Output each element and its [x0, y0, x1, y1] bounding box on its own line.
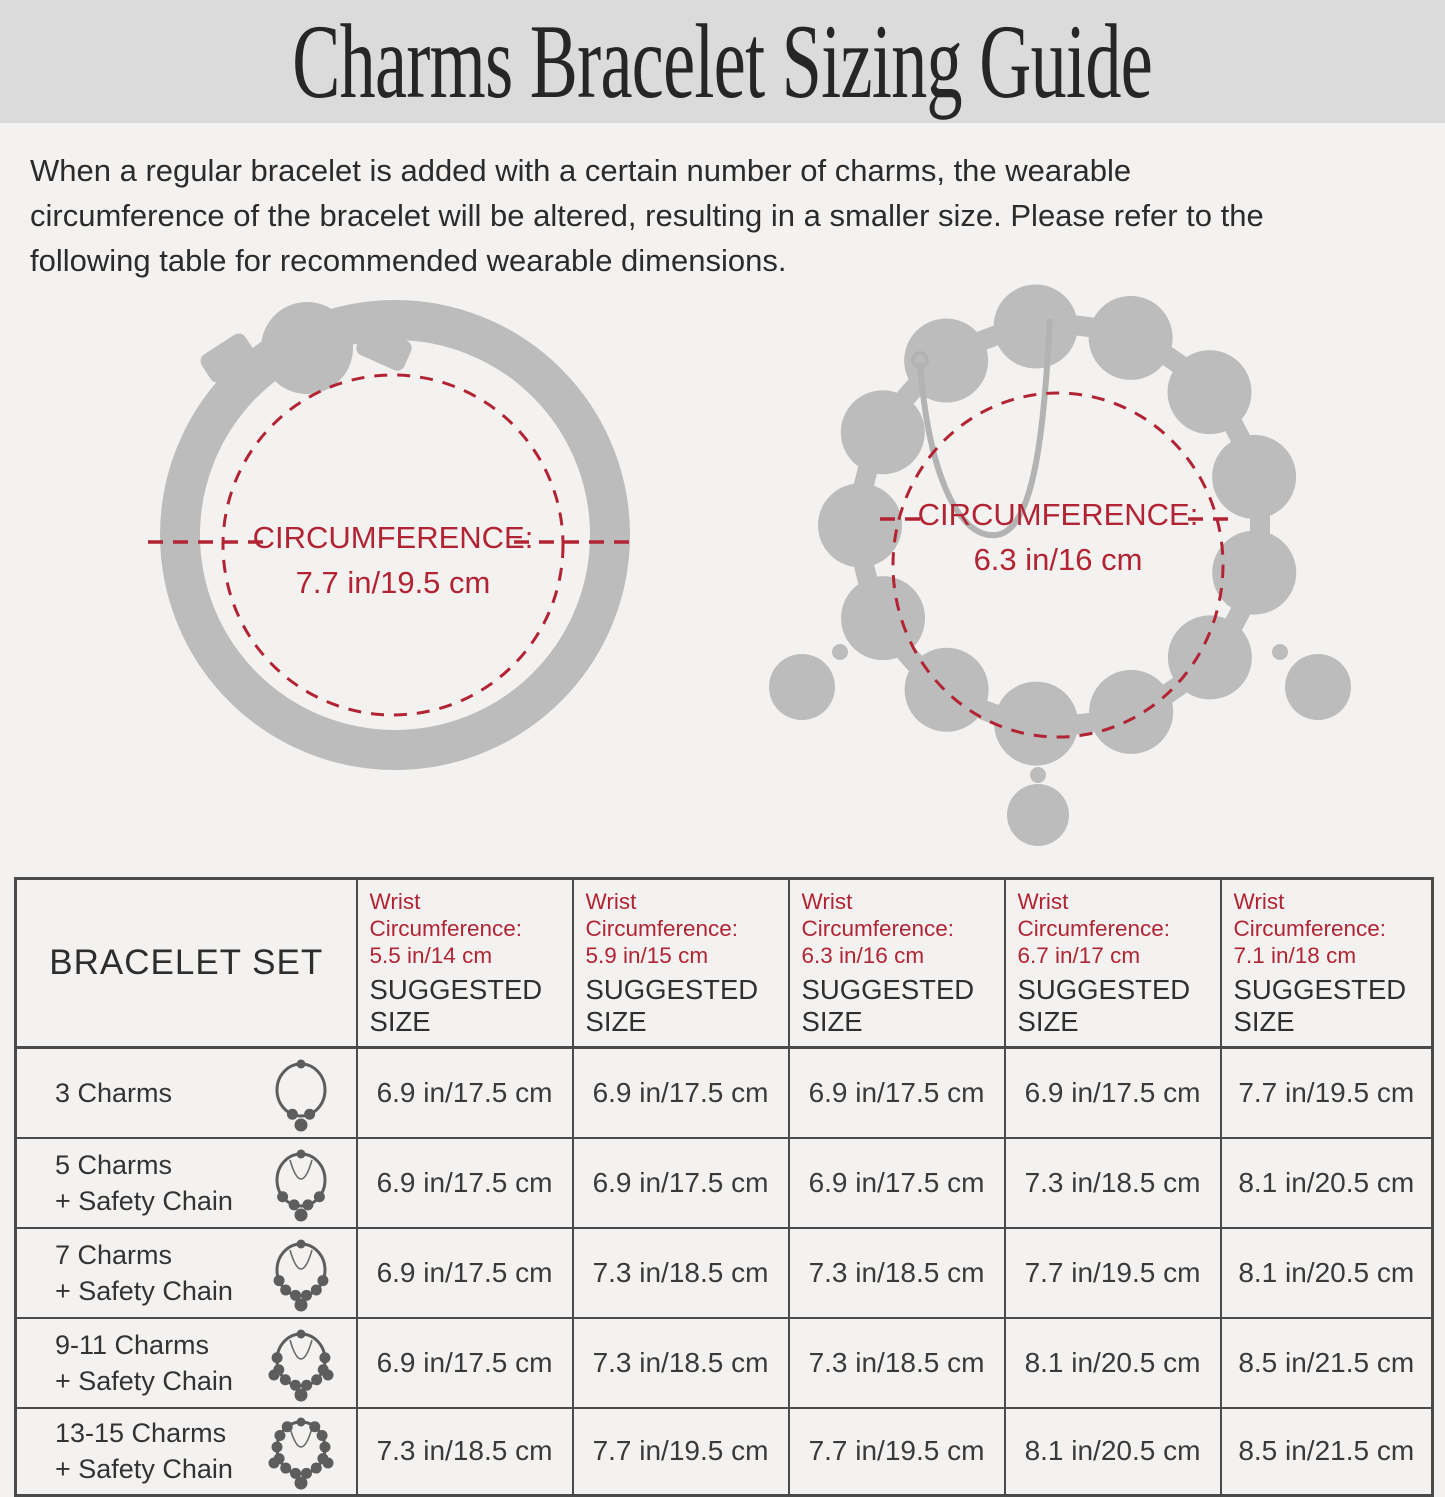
- column-header-1: [357, 879, 573, 1048]
- bracelet-set-cell: [16, 1138, 357, 1228]
- row-label-2: + Safety Chain: [55, 1275, 233, 1306]
- wrist-circumference-value: 7.1 in/18 cm: [1233, 943, 1357, 968]
- size-cell: 6.9 in/17.5 cm: [357, 1048, 573, 1138]
- dangle-charm-left: [769, 654, 835, 720]
- table-row: [16, 1318, 1433, 1408]
- size-cell: 8.5 in/21.5 cm: [1221, 1318, 1433, 1408]
- size-cell: 7.7 in/19.5 cm: [1005, 1228, 1221, 1318]
- bracelet-5-charms-safety-chain-icon: [268, 1143, 334, 1223]
- column-header-3: [789, 879, 1005, 1048]
- column-header-4: [1005, 879, 1221, 1048]
- table-row: [16, 1138, 1433, 1228]
- bracelet-7-charms-safety-chain-icon: [268, 1233, 334, 1313]
- size-cell: 8.1 in/20.5 cm: [1221, 1138, 1433, 1228]
- page-title: Charms Bracelet Sizing Guide: [292, 2, 1153, 120]
- row-label: 7 Charms: [55, 1239, 173, 1270]
- row-label-2: + Safety Chain: [55, 1454, 233, 1485]
- dangle-charm-right: [1285, 654, 1351, 720]
- size-cell: 7.3 in/18.5 cm: [789, 1228, 1005, 1318]
- row-label: 9-11 Charms: [55, 1329, 210, 1360]
- bracelet-set-cell: [16, 1408, 357, 1496]
- suggested-size-label: SUGGESTED SIZE: [801, 974, 975, 1037]
- suggested-size-label: SUGGESTED SIZE: [1233, 974, 1407, 1037]
- bracelet-set-cell: [16, 1048, 357, 1138]
- wrist-circumference-title: Wrist Circumference:: [585, 889, 739, 941]
- wrist-circumference-title: Wrist Circumference:: [1017, 889, 1171, 941]
- wrist-circumference-value: 5.9 in/15 cm: [585, 943, 709, 968]
- column-header-5: [1221, 879, 1433, 1048]
- size-cell: 6.9 in/17.5 cm: [357, 1318, 573, 1408]
- size-cell: 6.9 in/17.5 cm: [789, 1138, 1005, 1228]
- bracelet-3-charms-icon: [268, 1053, 334, 1133]
- bracelet-clasp-bead: [261, 302, 353, 394]
- size-cell: 7.3 in/18.5 cm: [573, 1228, 789, 1318]
- bracelet-9-11-charms-safety-chain-icon: [268, 1323, 334, 1403]
- table-row: [16, 1408, 1433, 1496]
- charm-bracelet-figure: [720, 257, 1420, 867]
- size-cell: 7.3 in/18.5 cm: [1005, 1138, 1221, 1228]
- circumference-value: 7.7 in/19.5 cm: [295, 565, 491, 600]
- size-cell: 7.3 in/18.5 cm: [573, 1318, 789, 1408]
- circumference-value: 6.3 in/16 cm: [973, 542, 1143, 577]
- wrist-circumference-value: 6.7 in/17 cm: [1017, 943, 1141, 968]
- suggested-size-label: SUGGESTED SIZE: [585, 974, 759, 1037]
- row-label: 3 Charms: [55, 1077, 173, 1108]
- size-cell: 7.7 in/19.5 cm: [789, 1408, 1005, 1496]
- wrist-circumference-title: Wrist Circumference:: [369, 889, 523, 941]
- row-label: 5 Charms: [55, 1149, 173, 1180]
- size-cell: 8.1 in/20.5 cm: [1221, 1228, 1433, 1318]
- bracelet-set-header: BRACELET SET: [16, 879, 357, 1048]
- wrist-circumference-title: Wrist Circumference:: [801, 889, 955, 941]
- plain-bracelet-figure: [20, 280, 720, 865]
- table-row: [16, 1048, 1433, 1138]
- size-cell: 7.3 in/18.5 cm: [357, 1408, 573, 1496]
- size-cell: 6.9 in/17.5 cm: [573, 1138, 789, 1228]
- size-cell: 6.9 in/17.5 cm: [1005, 1048, 1221, 1138]
- size-cell: 6.9 in/17.5 cm: [357, 1138, 573, 1228]
- bracelet-13-15-charms-safety-chain-icon: [268, 1411, 334, 1491]
- wrist-circumference-value: 5.5 in/14 cm: [369, 943, 493, 968]
- bracelet-set-cell: [16, 1228, 357, 1318]
- intro-line-2: circumference of the bracelet will be altered, resulting in a smaller size. Please refer to the: [30, 198, 1264, 233]
- table-header-row: [16, 879, 1433, 1048]
- size-cell: 8.5 in/21.5 cm: [1221, 1408, 1433, 1496]
- intro-line-1: When a regular bracelet is added with a certain number of charms, the wearable: [30, 153, 1132, 188]
- dangle-link-right: [1272, 644, 1288, 660]
- dangle-link-bottom: [1030, 767, 1046, 783]
- row-label-2: + Safety Chain: [55, 1185, 233, 1216]
- dangle-link-left: [832, 644, 848, 660]
- size-cell: 6.9 in/17.5 cm: [357, 1228, 573, 1318]
- size-cell: 8.1 in/20.5 cm: [1005, 1408, 1221, 1496]
- size-cell: 8.1 in/20.5 cm: [1005, 1318, 1221, 1408]
- size-cell: 6.9 in/17.5 cm: [573, 1048, 789, 1138]
- size-cell: 7.7 in/19.5 cm: [1221, 1048, 1433, 1138]
- wrist-circumference-title: Wrist Circumference:: [1233, 889, 1387, 941]
- wrist-circumference-value: 6.3 in/16 cm: [801, 943, 925, 968]
- size-cell: 6.9 in/17.5 cm: [789, 1048, 1005, 1138]
- column-header-2: [573, 879, 789, 1048]
- dangle-charm-bottom: [1007, 784, 1069, 846]
- suggested-size-label: SUGGESTED SIZE: [369, 974, 543, 1037]
- circumference-label: CIRCUMFERENCE:: [252, 520, 534, 555]
- row-label: 13-15 Charms: [55, 1418, 227, 1449]
- sizing-table: [14, 877, 1434, 1497]
- bracelet-set-cell: [16, 1318, 357, 1408]
- size-cell: 7.3 in/18.5 cm: [789, 1318, 1005, 1408]
- intro-line-3: following table for recommended wearable dimensions.: [30, 243, 787, 278]
- suggested-size-label: SUGGESTED SIZE: [1017, 974, 1191, 1037]
- header-band: [0, 0, 1445, 123]
- row-label-2: + Safety Chain: [55, 1365, 233, 1396]
- circumference-label: CIRCUMFERENCE:: [917, 497, 1199, 532]
- size-cell: 7.7 in/19.5 cm: [573, 1408, 789, 1496]
- table-row: [16, 1228, 1433, 1318]
